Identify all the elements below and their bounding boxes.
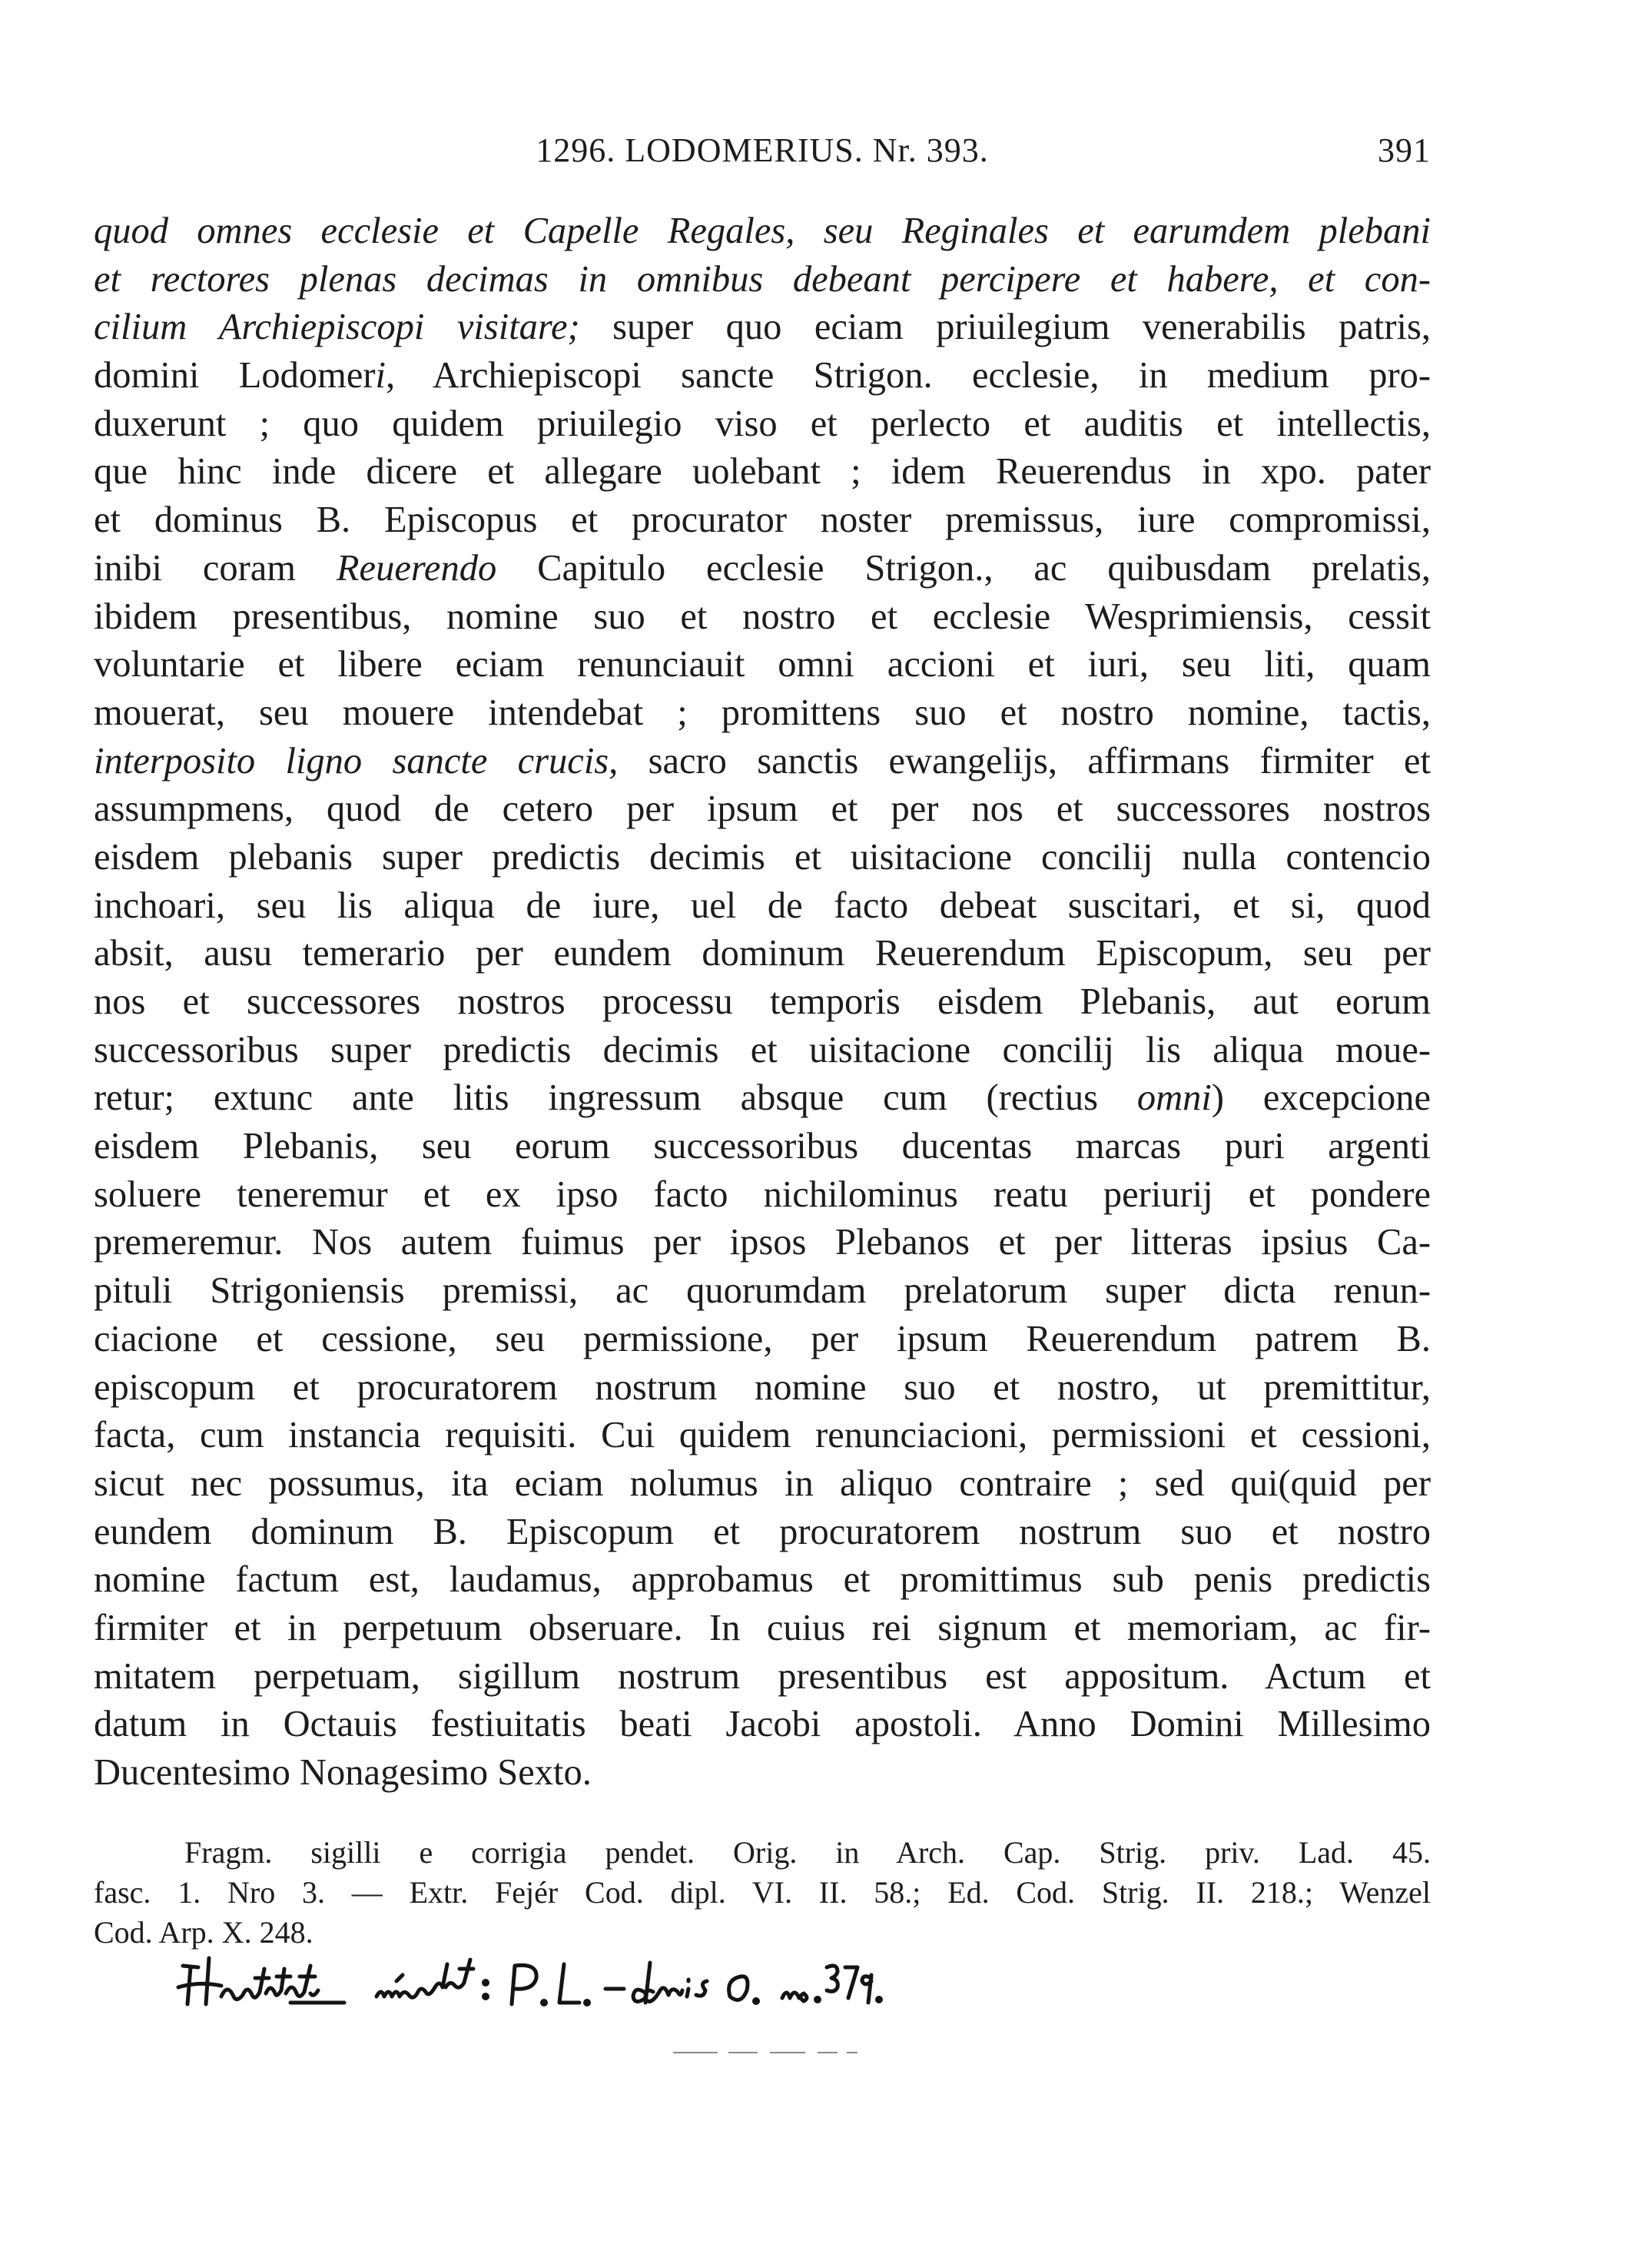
page-number: 391	[1378, 131, 1431, 169]
text-segment: facta, cum instancia requisiti. Cui quidem renunciacioni, permissioni et cessioni,	[94, 1415, 1431, 1456]
text-line	[94, 1701, 1431, 1749]
text-segment: ) excepcione	[1211, 1077, 1431, 1119]
text-segment: inibi coram	[94, 547, 337, 589]
text-line	[94, 1605, 1431, 1653]
text-line	[94, 738, 1431, 786]
italic-text-segment: cilium Archiepiscopi visitare;	[94, 307, 580, 348]
text-segment: mouerat, seu mouere intendebat ; promittens suo et nostro nomine, tactis,	[94, 692, 1431, 733]
text-line	[94, 1412, 1431, 1460]
text-segment: episcopum et procuratorem nostrum nomine suo et nostro, ut premittitur,	[94, 1366, 1431, 1408]
text-segment: sicut nec possumus, ita eciam nolumus in aliquo contraire ; sed qui(quid per	[94, 1462, 1431, 1504]
text-segment: Capitulo ecclesie Strigon., ac quibusdam prelatis,	[496, 547, 1431, 589]
italic-text-segment: i	[375, 355, 386, 397]
text-line	[94, 834, 1431, 882]
text-line	[94, 1267, 1431, 1316]
text-segment: eisdem plebanis super predictis decimis et uisitacione concilij nulla contencio	[94, 836, 1431, 878]
text-segment: soluere teneremur et ex ipso facto nichilominus reatu periurij et pondere	[94, 1173, 1431, 1215]
text-segment: et dominus B. Episcopus et procurator noster premissus, iure compromissi,	[94, 500, 1431, 541]
text-line	[94, 304, 1431, 352]
text-segment: super quo eciam priuilegium venerabilis patris,	[579, 307, 1431, 348]
text-segment: absit, ausu temerario per eundem dominum Reuerendum Episcopum, seu per	[94, 933, 1431, 974]
running-title: 1296. LODOMERIUS. Nr. 393.	[536, 131, 989, 169]
text-segment: eundem dominum B. Episcopum et procuratorem nostrum suo et nostro	[94, 1511, 1431, 1552]
text-segment: nomine factum est, laudamus, approbamus et promittimus sub penis predictis	[94, 1559, 1431, 1601]
text-line	[94, 978, 1431, 1027]
text-line	[94, 1316, 1431, 1364]
text-segment: domini Lodomer	[94, 355, 376, 397]
charter-body-text	[94, 207, 1431, 1797]
text-line	[94, 1074, 1431, 1123]
text-segment: Ducentesimo Nonagesimo Sexto.	[94, 1752, 592, 1793]
text-segment: que hinc inde dicere et allegare uolebant ; idem Reuerendus in xpo. pater	[94, 451, 1431, 493]
text-segment: voluntarie et libere eciam renunciauit omni accioni et iuri, seu liti, quam	[94, 644, 1431, 685]
text-line	[94, 256, 1431, 304]
italic-text-segment: interposito ligno sancte crucis,	[94, 740, 619, 782]
footnote-line: Fragm. sigilli e corrigia pendet. Orig. in Arch. Cap. Strig. priv. Lad. 45.	[184, 1835, 1431, 1870]
running-header	[94, 131, 1431, 177]
text-segment: sacro sanctis ewangelijs, affirmans firmiter et	[618, 740, 1431, 782]
footnote-line: Cod. Arp. X. 248.	[94, 1915, 313, 1950]
text-segment: datum in Octauis festiuitatis beati Jacobi apostoli. Anno Domini Millesimo	[94, 1704, 1431, 1745]
text-segment: ciacione et cessione, seu permissione, per ipsum Reuerendum patrem B.	[94, 1318, 1431, 1359]
text-line	[94, 1556, 1431, 1605]
text-segment: successoribus super predictis decimis et uisitacione concilij lis aliqua moue-	[94, 1029, 1431, 1070]
text-line	[94, 545, 1431, 593]
source-footnote	[94, 1833, 1431, 1953]
italic-text-segment: et rectores plenas decimas in omnibus debeant percipere et habere, et con-	[94, 258, 1431, 300]
text-segment: assumpmens, quod de cetero per ipsum et per nos et successores nostros	[94, 788, 1431, 830]
italic-text-segment: quod omnes ecclesie et Capelle Regales, seu Reginales et earumdem plebani	[94, 211, 1431, 251]
text-segment: retur; extunc ante litis ingressum absque cum (rectius	[94, 1077, 1137, 1119]
text-line	[94, 785, 1431, 834]
text-line	[94, 689, 1431, 738]
text-line	[94, 207, 1431, 256]
text-segment: eisdem Plebanis, seu eorum successoribus ducentas marcas puri argenti	[94, 1126, 1431, 1167]
text-segment: pituli Strigoniensis premissi, ac quorumdam prelatorum super dicta renun-	[94, 1270, 1431, 1312]
text-line	[94, 400, 1431, 449]
text-line	[94, 352, 1431, 400]
italic-text-segment: Reuerendo	[336, 547, 497, 589]
text-line	[94, 1460, 1431, 1509]
italic-text-segment: omni	[1136, 1077, 1212, 1119]
handwritten-annotation	[175, 1950, 1036, 2020]
text-line	[94, 1123, 1431, 1171]
text-line	[94, 1171, 1431, 1220]
text-segment: premeremur. Nos autem fuimus per ipsos Plebanos et per litteras ipsius Ca-	[94, 1222, 1431, 1263]
text-segment: duxerunt ; quo quidem priuilegio viso et perlecto et auditis et intellectis,	[94, 403, 1431, 444]
text-line	[94, 1219, 1431, 1267]
end-rule	[673, 2050, 858, 2055]
footnote-line: fasc. 1. Nro 3. — Extr. Fejér Cod. dipl. VI. II. 58.; Ed. Cod. Strig. II. 218.; Wenzel	[94, 1875, 1431, 1910]
text-segment: firmiter et in perpetuum obseruare. In cuius rei signum et memoriam, ac fir-	[94, 1607, 1431, 1648]
text-line	[94, 882, 1431, 931]
text-segment: nos et successores nostros processu temporis eisdem Plebanis, aut eorum	[94, 981, 1431, 1022]
text-segment: mitatem perpetuam, sigillum nostrum presentibus est appositum. Actum et	[94, 1655, 1431, 1697]
text-segment: ibidem presentibus, nomine suo et nostro et ecclesie Wesprimiensis, cessit	[94, 596, 1431, 637]
text-segment: inchoari, seu lis aliqua de iure, uel de facto debeat suscitari, et si, quod	[94, 885, 1431, 926]
text-line	[94, 1749, 1431, 1797]
text-segment: , Archiepiscopi sancte Strigon. ecclesie, in medium pro-	[386, 355, 1431, 397]
text-line	[94, 1509, 1431, 1557]
text-line	[94, 1364, 1431, 1412]
text-line	[94, 930, 1431, 978]
text-line	[94, 1653, 1431, 1701]
text-line	[94, 641, 1431, 689]
text-line	[94, 448, 1431, 496]
text-line	[94, 593, 1431, 642]
text-line	[94, 496, 1431, 545]
text-line	[94, 1027, 1431, 1075]
